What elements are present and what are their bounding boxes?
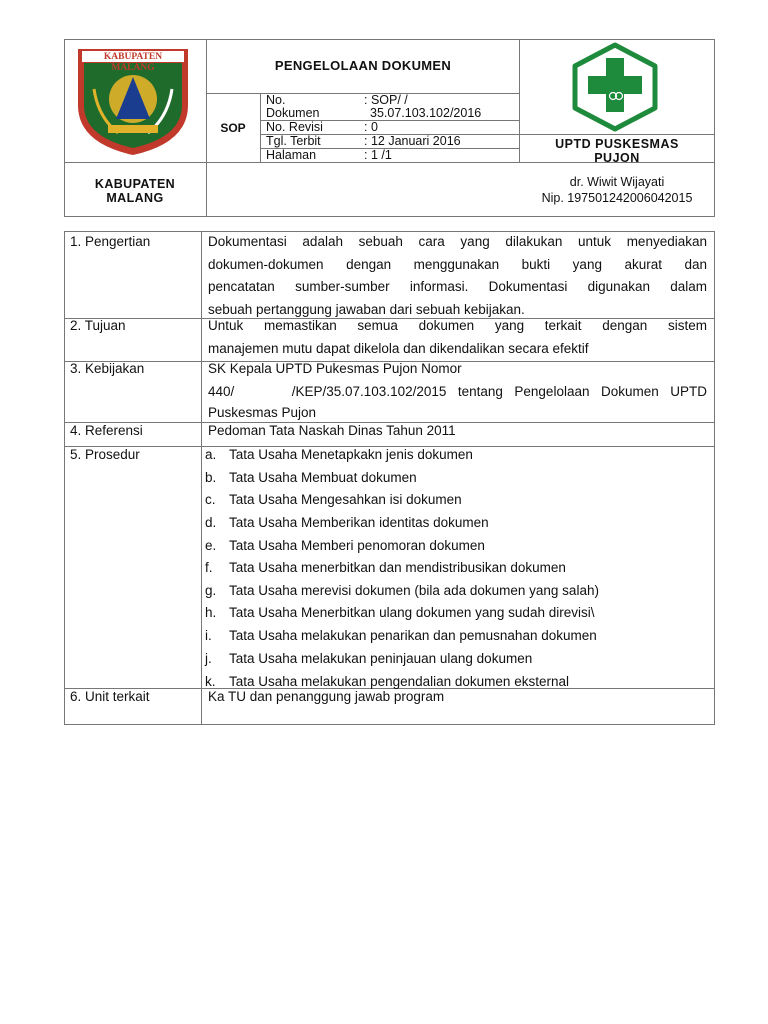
meta-label: No.	[266, 93, 286, 107]
text-line: Dokumentasi adalah sebuah cara yang dilakukan untuk menyediakan	[208, 234, 707, 249]
list-item: h. Tata Usaha Menerbitkan ulang dokumen yang sudah direvisi\	[205, 605, 595, 620]
org-name-line2: PUJON	[594, 151, 640, 165]
signer-nip: Nip. 197501242006042015	[541, 191, 693, 205]
region-line2: MALANG	[106, 191, 164, 205]
row-label-referensi: 4. Referensi	[70, 423, 143, 438]
kabupaten-malang-logo	[74, 47, 192, 157]
region-line1: KABUPATEN	[94, 177, 176, 191]
list-item: d. Tata Usaha Memberikan identitas dokumen	[205, 515, 489, 530]
text-line: manajemen mutu dapat dikelola dan dikendalikan secara efektif	[208, 340, 589, 356]
meta-value-terbit: : 12 Januari 2016	[364, 134, 461, 148]
signer-name: dr. Wiwit Wijayati	[569, 175, 665, 189]
text-line: SK Kepala UPTD Pukesmas Pujon Nomor	[208, 361, 462, 376]
meta-row-revisi	[266, 121, 323, 134]
tujuan-text	[208, 315, 707, 360]
pengertian-text	[208, 231, 707, 321]
meta-value-halaman: : 1 /1	[364, 148, 392, 162]
sop-label: SOP	[220, 121, 246, 135]
list-item: a. Tata Usaha Menetapkakn jenis dokumen	[205, 447, 473, 462]
list-item: f. Tata Usaha menerbitkan dan mendistribusikan dokumen	[205, 560, 566, 575]
text-line: Puskesmas Pujon	[208, 405, 317, 420]
referensi-text: Pedoman Tata Naskah Dinas Tahun 2011	[208, 423, 456, 438]
meta-label: Tgl. Terbit	[266, 134, 321, 148]
list-item: b. Tata Usaha Membuat dokumen	[205, 470, 417, 485]
unit-text: Ka TU dan penanggung jawab program	[208, 689, 445, 704]
list-item: j. Tata Usaha melakukan peninjauan ulang dokumen	[205, 651, 533, 666]
row-label-tujuan: 2. Tujuan	[70, 318, 126, 333]
logo-text: KABUPATEN MALANG	[103, 52, 163, 73]
text-line: sebuah pertanggung jawaban dari sebuah kebijakan.	[208, 301, 525, 317]
row-label-prosedur: 5. Prosedur	[70, 447, 140, 462]
meta-row-dokumen	[266, 107, 320, 120]
row-label-unit: 6. Unit terkait	[70, 689, 150, 704]
list-item: g. Tata Usaha merevisi dokumen (bila ada dokumen yang salah)	[205, 583, 599, 598]
list-item: i. Tata Usaha melakukan penarikan dan pemusnahan dokumen	[205, 628, 597, 643]
row-label-kebijakan: 3. Kebijakan	[70, 361, 145, 376]
meta-value-no: : SOP/ /	[364, 93, 408, 107]
meta-label: Dokumen	[266, 106, 320, 120]
text-line: Untuk memastikan semua dokumen yang terkait dengan sistem	[208, 318, 707, 333]
meta-value-dokumen: 35.07.103.102/2016	[370, 106, 482, 120]
meta-label: Halaman	[266, 148, 317, 162]
row-label-pengertian: 1. Pengertian	[70, 234, 151, 249]
meta-row-terbit	[266, 135, 321, 148]
text-line: dokumen-dokumen dengan menggunakan bukti yang akurat dan	[208, 256, 707, 272]
text-line: pencatatan sumber-sumber informasi. Dokumentasi digunakan dalam	[208, 279, 707, 294]
org-name-line1: UPTD PUSKESMAS	[555, 137, 679, 151]
text-line: 440/ /KEP/35.07.103.102/2015 tentang Pengelolaan Dokumen UPTD	[208, 383, 707, 399]
list-item: e. Tata Usaha Memberi penomoran dokumen	[205, 538, 485, 553]
list-item: c. Tata Usaha Mengesahkan isi dokumen	[205, 492, 462, 507]
kebijakan-text	[208, 358, 707, 423]
list-item: k. Tata Usaha melakukan pengendalian dokumen eksternal	[205, 674, 569, 689]
meta-value-revisi: : 0	[364, 120, 378, 134]
document-title: PENGELOLAAN DOKUMEN	[274, 58, 452, 73]
meta-label: No. Revisi	[266, 120, 323, 134]
puskesmas-logo	[569, 42, 661, 132]
meta-row-halaman	[266, 149, 316, 162]
